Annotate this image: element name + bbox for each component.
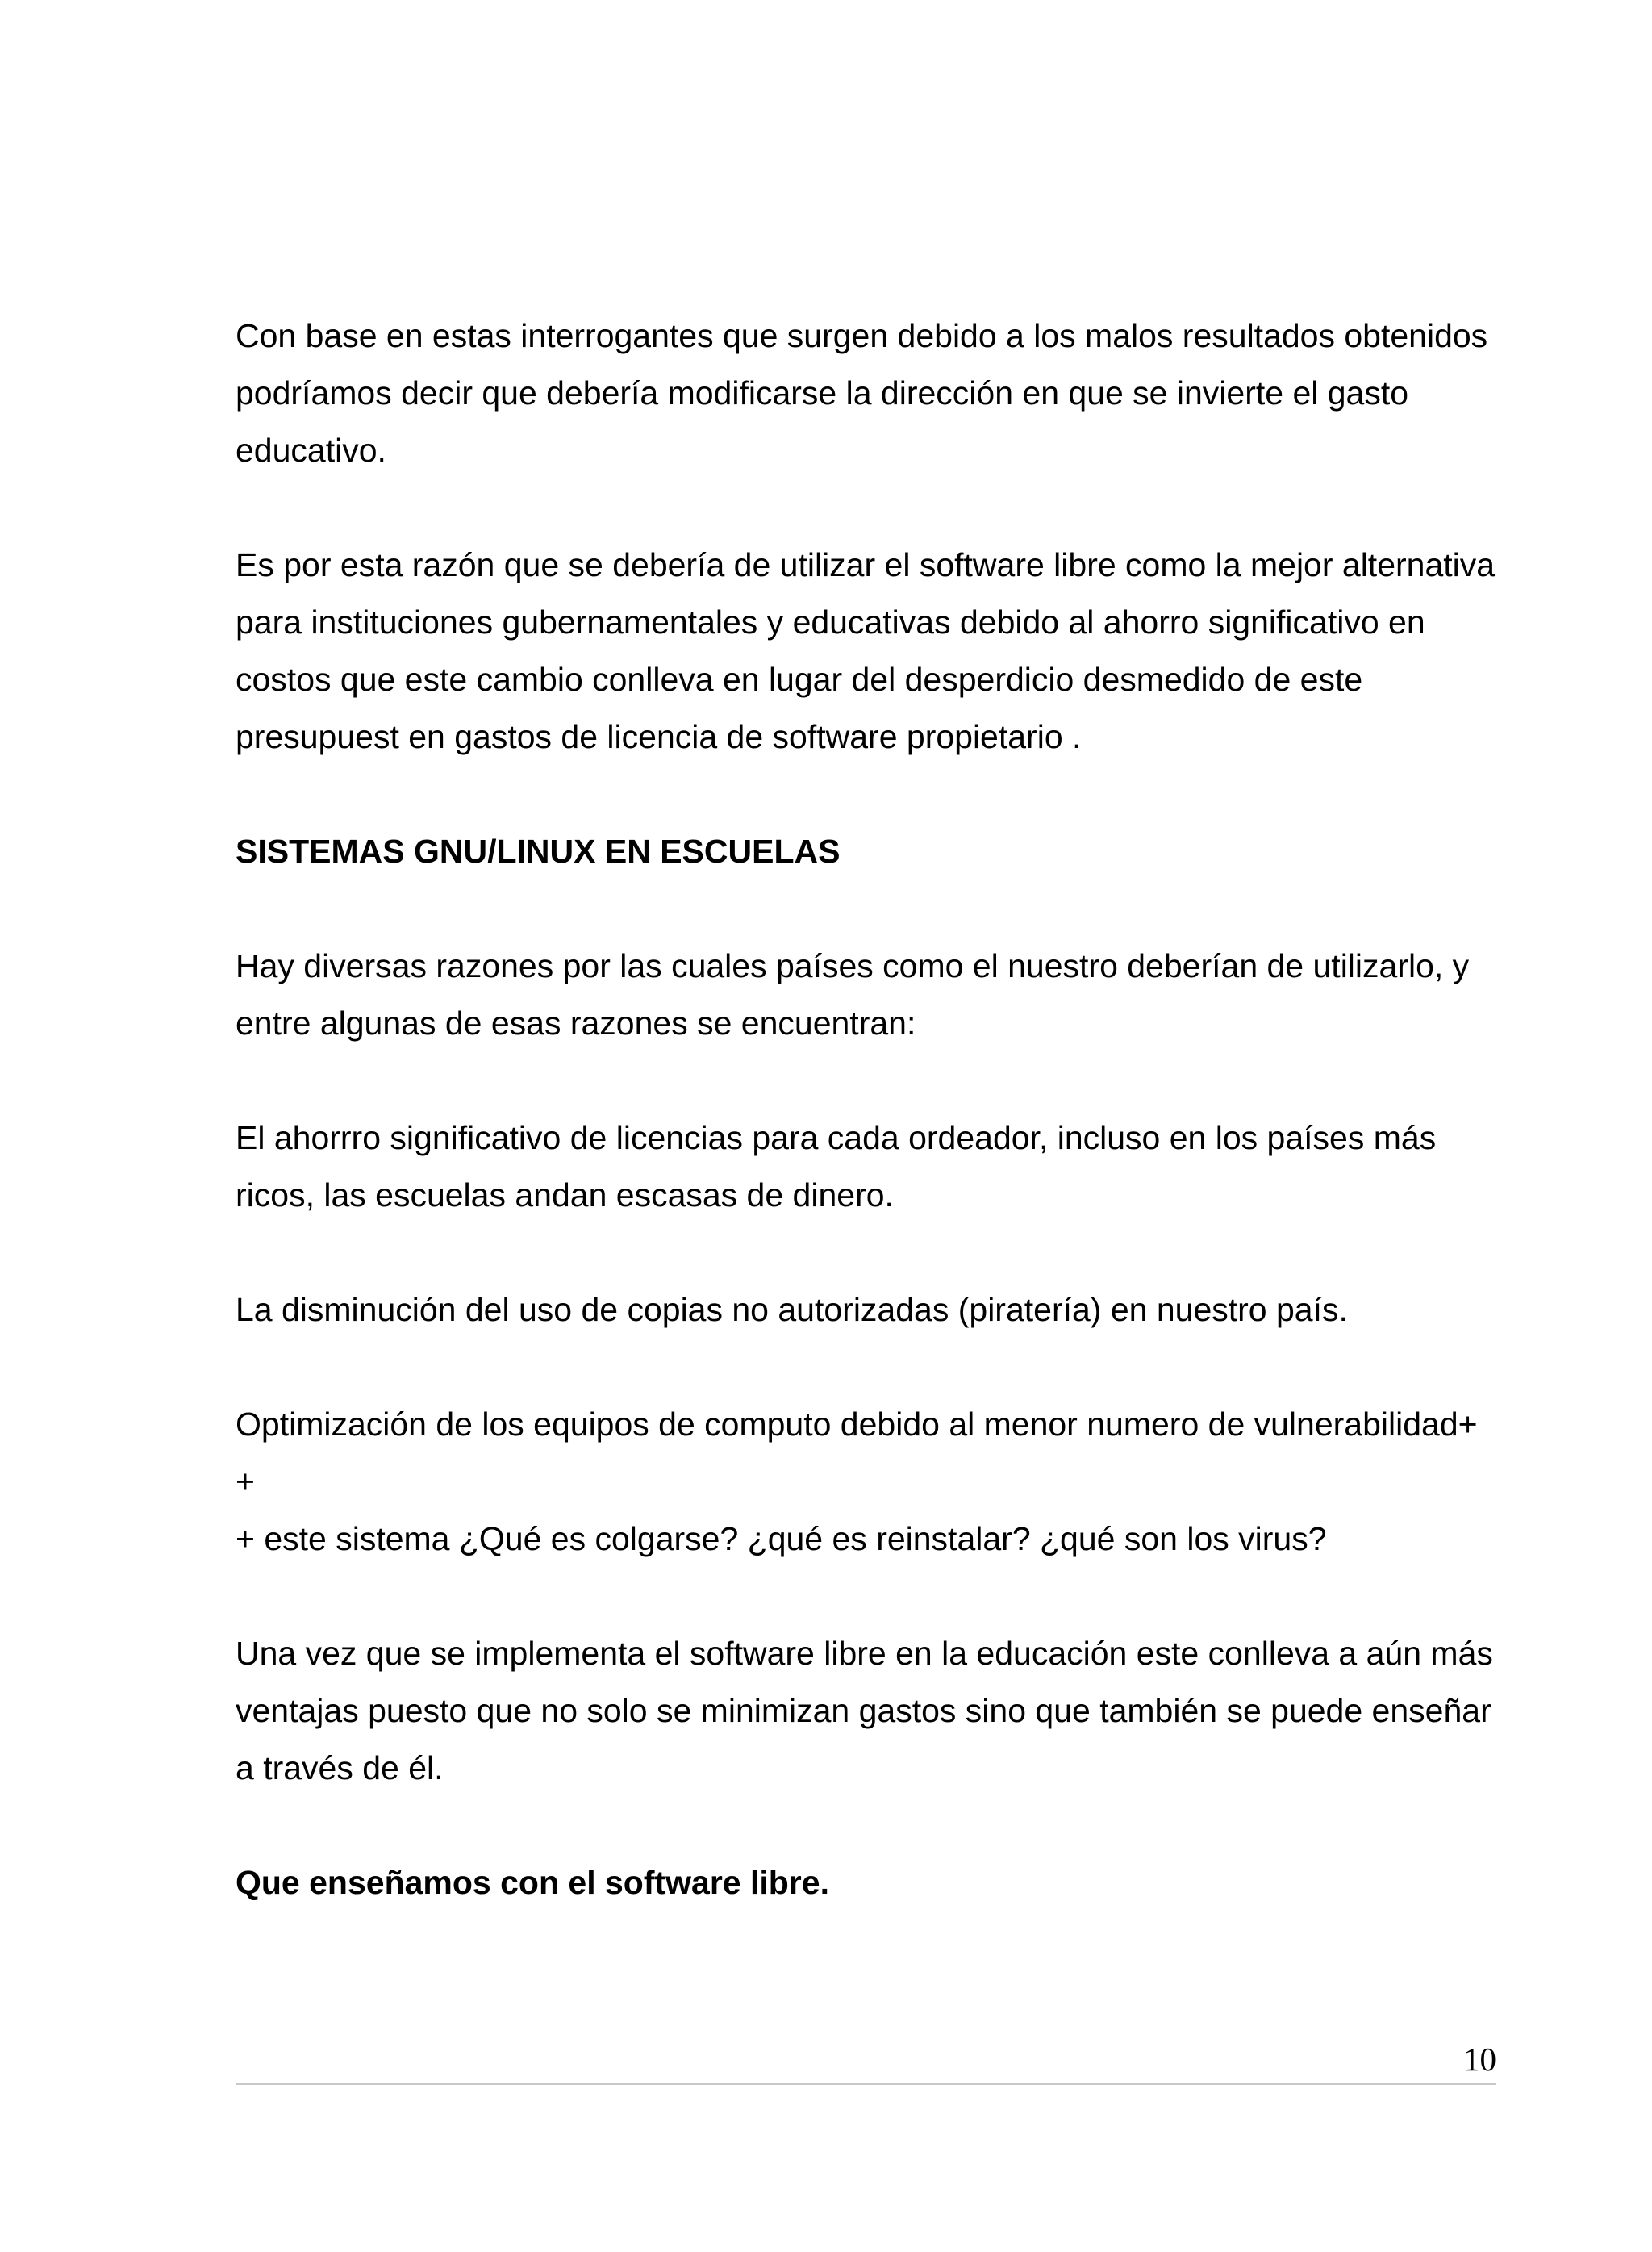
paragraph-ahorro-licencias: El ahorrro significativo de licencias para cada ordeador, incluso en los países más ricos, las escuelas andan escasas de dinero. <box>236 1119 1437 1214</box>
paragraph-ventajas-educacion: Una vez que se implementa el software libre en la educación este conlleva a aún más ventajas puesto que no solo se minimizan gastos sino que también se puede enseñar a través de él. <box>236 1635 1493 1786</box>
paragraph-gasto-educativo: Con base en estas interrogantes que surgen debido a los malos resultados obtenidos podríamos decir que debería modificarse la dirección en que se invierte el gasto educativo. <box>236 317 1488 469</box>
paragraph-diversas-razones: Hay diversas razones por las cuales países como el nuestro deberían de utilizarlo, y entre algunas de esas razones se encuentran: <box>236 947 1470 1042</box>
document-body <box>236 307 1502 1911</box>
footer-divider <box>236 2083 1496 2085</box>
section-heading-que-ensenamos: Que enseñamos con el software libre. <box>236 1864 829 1901</box>
paragraph-optimizacion-equipos: Optimización de los equipos de computo debido al menor numero de vulnerabilidad+ + + este sistema ¿Qué es colgarse? ¿qué es reinstalar? ¿qué son los virus? <box>236 1406 1478 1557</box>
section-heading-sistemas-gnu-linux: SISTEMAS GNU/LINUX EN ESCUELAS <box>236 833 841 870</box>
paragraph-disminucion-pirateria: La disminución del uso de copias no autorizadas (piratería) en nuestro país. <box>236 1291 1348 1328</box>
page-number: 10 <box>1463 2041 1496 2078</box>
paragraph-software-libre-alternativa: Es por esta razón que se debería de utilizar el software libre como la mejor alternativa para instituciones gubernamentales y educativas debido al ahorro significativo en costos que este cambio conlleva en lugar del desperdicio desmedido de este presupuest en gastos de licencia de software propietario . <box>236 546 1496 755</box>
